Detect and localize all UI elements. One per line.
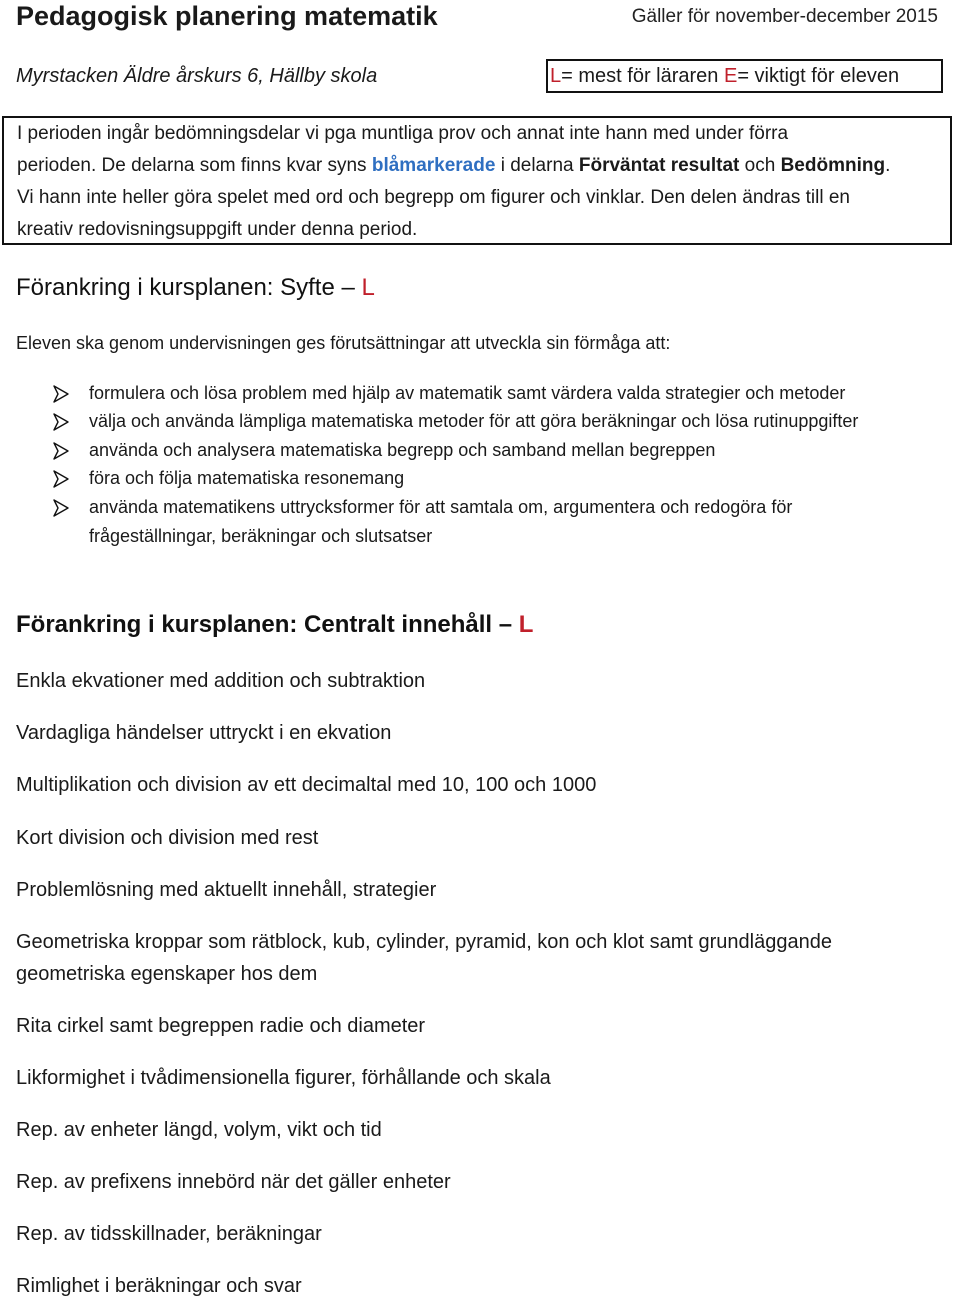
syfte-intro: Eleven ska genom undervisningen ges förutsättningar att utveckla sin förmåga att: [16,333,671,353]
arrowhead-bullet-icon [52,470,70,488]
notice-line-1: I perioden ingår bedömningsdelar vi pga muntliga prov och annat inte hann med under förra [17,123,789,144]
content-item: Problemlösning med aktuellt innehåll, strategier [16,879,437,901]
legend-e-letter: E [723,65,738,87]
list-item: föra och följa matematiska resonemang [89,468,405,488]
content-item-continuation: geometriska egenskaper hos dem [16,963,318,985]
arrowhead-bullet-icon [52,499,70,517]
legend-l-text: = mest för läraren [561,65,724,87]
heading-text: Förankring i kursplanen: Centralt innehåll – [16,611,519,638]
heading-text: Förankring i kursplanen: Syfte – [16,274,362,301]
arrowhead-bullet-icon [52,413,70,431]
page-title: Pedagogisk planering matematik [16,1,438,31]
notice-box [2,116,952,245]
notice-text: och [739,155,781,176]
arrowhead-bullet-icon [52,442,70,460]
content-item: Multiplikation och division av ett decimaltal med 10, 100 och 1000 [16,774,597,796]
heading-marker: L [518,611,534,638]
content-item: Rimlighet i beräkningar och svar [16,1275,302,1297]
list-item: använda matematikens uttrycksformer för att samtala om, argumentera och redogöra för [89,497,793,517]
content-item: Rep. av tidsskillnader, beräkningar [16,1223,322,1245]
content-item: Kort division och division med rest [16,827,319,849]
heading-marker: L [361,274,375,301]
notice-bold-term: Förväntat resultat [578,155,740,176]
list-item: formulera och lösa problem med hjälp av matematik samt värdera valda strategier och metoder [89,383,846,403]
content-item: Enkla ekvationer med addition och subtraktion [16,670,426,692]
arrowhead-bullet-icon [52,385,70,403]
section-heading-centralt [16,609,533,641]
list-item: använda och analysera matematiska begrepp och samband mellan begreppen [89,440,716,460]
list-item-continuation: frågeställningar, beräkningar och slutsatser [89,526,433,546]
content-item: Rep. av enheter längd, volym, vikt och tid [16,1119,382,1141]
legend-l-letter: L [550,65,562,87]
school-name: Myrstacken Äldre årskurs 6, Hällby skola [16,65,378,87]
content-item: Geometriska kroppar som rätblock, kub, cylinder, pyramid, kon och klot samt grundläggande [16,931,832,953]
notice-line-2 [17,153,890,179]
notice-line-4: kreativ redovisningsuppgift under denna period. [17,219,418,240]
notice-text: perioden. De delarna som finns kvar syns [17,155,372,176]
content-item: Vardagliga händelser uttryckt i en ekvation [16,722,392,744]
notice-text: . [885,155,891,176]
content-item: Rep. av prefixens innebörd när det gäller enheter [16,1171,451,1193]
notice-text: i delarna [495,155,579,176]
content-item: Likformighet i tvådimensionella figurer, förhållande och skala [16,1067,551,1089]
legend-e-text: = viktigt för eleven [737,65,900,87]
list-item: välja och använda lämpliga matematiska metoder för att göra beräkningar och lösa rutinuppgifter [89,411,859,431]
section-heading-syfte [16,272,375,304]
content-item: Rita cirkel samt begreppen radie och diameter [16,1015,426,1037]
legend-box [546,59,943,93]
notice-blue-highlight: blåmarkerade [371,155,496,176]
notice-bold-term: Bedömning [780,155,886,176]
notice-line-3: Vi hann inte heller göra spelet med ord och begrepp om figurer och vinklar. Den delen ändras till en [17,187,850,208]
valid-period: Gäller för november-december 2015 [631,6,938,27]
